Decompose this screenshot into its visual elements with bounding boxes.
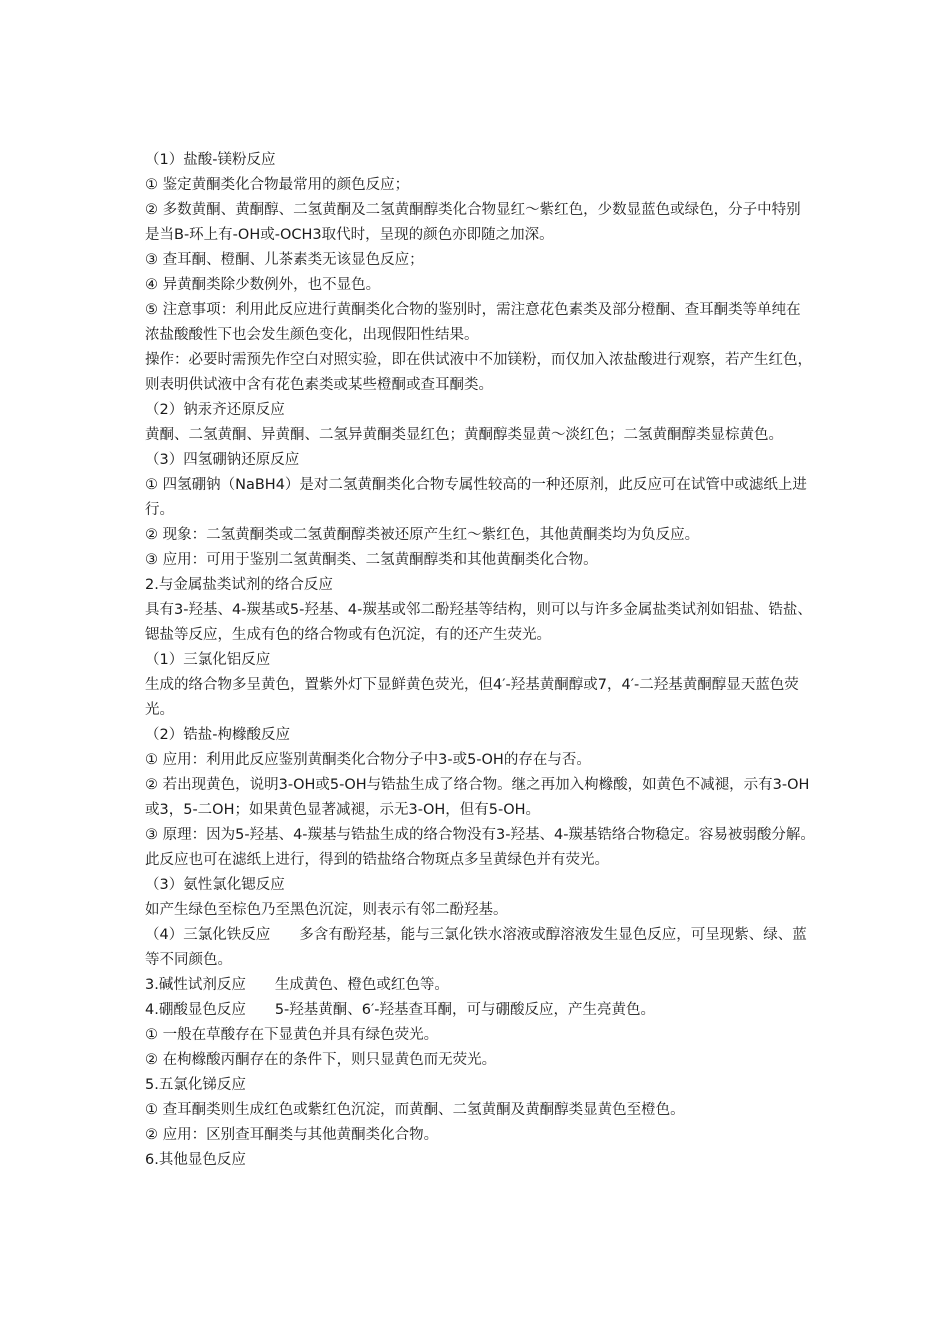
paragraph: 黄酮、二氢黄酮、异黄酮、二氢异黄酮类显红色；黄酮醇类显黄～淡红色；二氢黄酮醇类显棕黄色。 — [145, 427, 783, 443]
document-body — [145, 148, 815, 1173]
paragraph: （2）钠汞齐还原反应 — [145, 402, 285, 418]
paragraph: （3）氨性氯化锶反应 — [145, 877, 285, 893]
paragraph: 具有3-羟基、4-羰基或5-羟基、4-羰基或邻二酚羟基等结构，则可以与许多金属盐类试剂如铝盐、锆盐、锶盐等反应，生成有色的络合物或有色沉淀，有的还产生荧光。 — [145, 602, 812, 643]
paragraph: ② 若出现黄色，说明3-OH或5-OH与锆盐生成了络合物。继之再加入枸橼酸，如黄色不减褪，示有3-OH或3，5-二OH；如果黄色显著减褪，示无3-OH，但有5-OH。 — [145, 777, 810, 818]
paragraph: ② 现象：二氢黄酮类或二氢黄酮醇类被还原产生红～紫红色，其他黄酮类均为负反应。 — [145, 527, 700, 543]
paragraph: ③ 查耳酮、橙酮、儿茶素类无该显色反应； — [145, 252, 424, 268]
paragraph: 3.碱性试剂反应 生成黄色、橙色或红色等。 — [145, 977, 449, 993]
paragraph: ③ 应用：可用于鉴别二氢黄酮类、二氢黄酮醇类和其他黄酮类化合物。 — [145, 552, 598, 568]
paragraph: （4）三氯化铁反应 多含有酚羟基，能与三氯化铁水溶液或醇溶液发生显色反应，可呈现紫、绿、蓝等不同颜色。 — [145, 927, 807, 968]
paragraph: 2.与金属盐类试剂的络合反应 — [145, 577, 333, 593]
paragraph: ⑤ 注意事项：利用此反应进行黄酮类化合物的鉴别时，需注意花色素类及部分橙酮、查耳酮类等单纯在浓盐酸酸性下也会发生颜色变化，出现假阳性结果。 — [145, 302, 801, 343]
paragraph: （3）四氢硼钠还原反应 — [145, 452, 300, 468]
paragraph: ① 查耳酮类则生成红色或紫红色沉淀，而黄酮、二氢黄酮及黄酮醇类显黄色至橙色。 — [145, 1102, 685, 1118]
paragraph: ① 应用：利用此反应鉴别黄酮类化合物分子中3-或5-OH的存在与否。 — [145, 752, 591, 768]
paragraph: ① 四氢硼钠（NaBH4）是对二氢黄酮类化合物专属性较高的一种还原剂，此反应可在试管中或滤纸上进行。 — [145, 477, 807, 518]
paragraph: 生成的络合物多呈黄色，置紫外灯下显鲜黄色荧光，但4′-羟基黄酮醇或7，4′-二羟基黄酮醇显天蓝色荧光。 — [145, 677, 799, 718]
paragraph: ① 一般在草酸存在下显黄色并具有绿色荧光。 — [145, 1027, 439, 1043]
paragraph: 6.其他显色反应 — [145, 1152, 246, 1168]
paragraph: 如产生绿色至棕色乃至黑色沉淀，则表示有邻二酚羟基。 — [145, 902, 508, 918]
paragraph: 此反应也可在滤纸上进行，得到的锆盐络合物斑点多呈黄绿色并有荧光。 — [145, 852, 609, 868]
paragraph: ① 鉴定黄酮类化合物最常用的颜色反应； — [145, 177, 410, 193]
paragraph: 操作：必要时需预先作空白对照实验，即在供试液中不加镁粉，而仅加入浓盐酸进行观察，若产生红色，则表明供试液中含有花色素类或某些橙酮或查耳酮类。 — [145, 352, 812, 393]
paragraph: ② 多数黄酮、黄酮醇、二氢黄酮及二氢黄酮醇类化合物显红～紫红色，少数显蓝色或绿色，分子中特别是当B-环上有-OH或-OCH3取代时，呈现的颜色亦即随之加深。 — [145, 202, 801, 243]
paragraph: 5.五氯化锑反应 — [145, 1077, 246, 1093]
paragraph: ② 在枸橼酸丙酮存在的条件下，则只显黄色而无荧光。 — [145, 1052, 497, 1068]
paragraph: ④ 异黄酮类除少数例外，也不显色。 — [145, 277, 381, 293]
paragraph: ② 应用：区别查耳酮类与其他黄酮类化合物。 — [145, 1127, 439, 1143]
paragraph: （1）三氯化铝反应 — [145, 652, 271, 668]
paragraph: （1）盐酸-镁粉反应 — [145, 152, 276, 168]
paragraph: ③ 原理：因为5-羟基、4-羰基与锆盐生成的络合物没有3-羟基、4-羰基锆络合物稳定。容易被弱酸分解。 — [145, 827, 815, 843]
paragraph: 4.硼酸显色反应 5-羟基黄酮、6′-羟基查耳酮，可与硼酸反应，产生亮黄色。 — [145, 1002, 656, 1018]
paragraph: （2）锆盐-枸橼酸反应 — [145, 727, 290, 743]
